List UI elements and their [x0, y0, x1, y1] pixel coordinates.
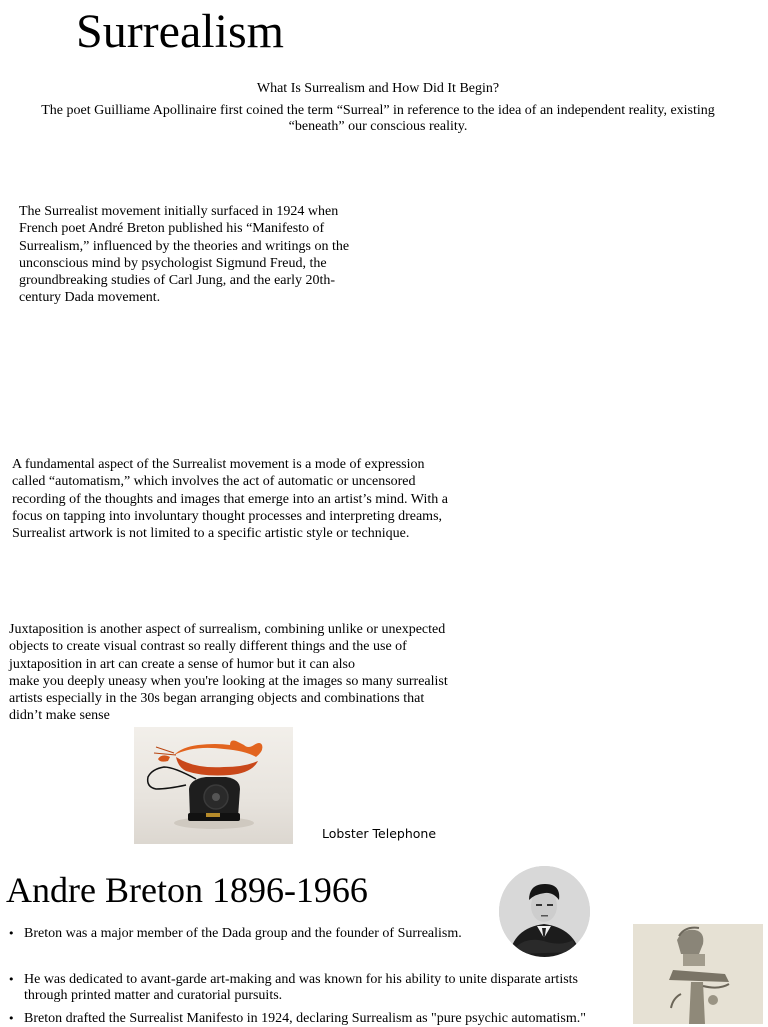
lobster-telephone-caption: Lobster Telephone — [322, 826, 437, 841]
bullet-text: Breton was a major member of the Dada group and the founder of Surrealism. — [24, 926, 462, 941]
sculpture-image — [633, 924, 763, 1024]
section-subtitle: What Is Surrealism and How Did It Begin? — [256, 81, 500, 96]
juxtaposition-paragraph: Juxtaposition is another aspect of surrealism, combining unlike or unexpected objects to create visual contrast so really different things and the use of juxtaposition in art can create a sense of humor but it can also make you deeply uneasy when you're looking at the images so many surrealist artists especially in the 30s began arranging objects and combinations that didn’t make sense — [9, 622, 448, 724]
list-item — [8, 1011, 618, 1027]
bullet-icon: • — [8, 927, 15, 940]
lobster-telephone-image — [134, 727, 293, 844]
list-item — [8, 926, 618, 942]
list-item — [8, 972, 618, 1004]
bullet-text: He was dedicated to avant-garde art-making and was known for his ability to unite disparate artists through printed matter and curatorial pursuits. — [24, 972, 578, 1003]
sculpture-icon — [633, 924, 763, 1024]
bullet-icon: • — [8, 1012, 15, 1025]
automatism-paragraph: A fundamental aspect of the Surrealist movement is a mode of expression called “automatism,” which involves the act of automatic or uncensored recording of the thoughts and images that emerge into an artist’s mind. With a focus on tapping into involuntary thought processes and interpreting dreams, Surrealist artwork is not limited to a specific artistic style or technique. — [12, 457, 448, 542]
breton-heading: Andre Breton 1896-1966 — [6, 870, 368, 910]
intro-paragraph: The poet Guilliame Apollinaire first coined the term “Surreal” in reference to the idea of an independent reality, existing “beneath” our conscious reality. — [41, 103, 715, 134]
page-title: Surrealism — [76, 5, 284, 58]
breton-bullet-list — [8, 926, 618, 1027]
bullet-text: Breton drafted the Surrealist Manifesto in 1924, declaring Surrealism as "pure psychic automatism." — [24, 1011, 586, 1026]
origin-paragraph: The Surrealist movement initially surfaced in 1924 when French poet André Breton published his “Manifesto of Surrealism,” influenced by the theories and writings on the unconscious mind by psychologist Sigmund Freud, the groundbreaking studies of Carl Jung, and the early 20th- century Dada movement. — [19, 204, 350, 306]
bullet-icon: • — [8, 973, 15, 986]
lobster-telephone-icon — [134, 727, 293, 844]
